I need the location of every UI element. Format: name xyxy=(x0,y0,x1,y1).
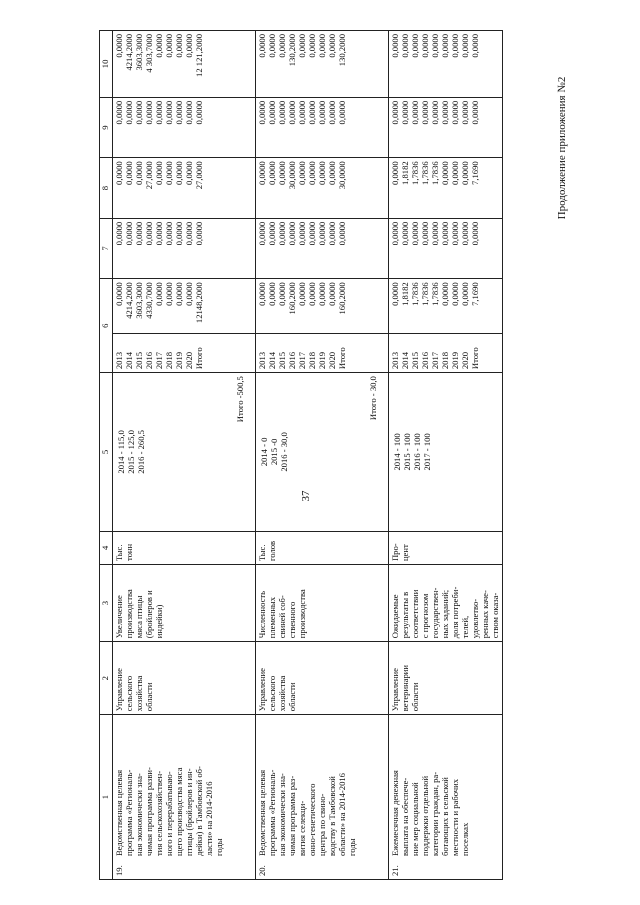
program-name-line: поселках xyxy=(460,822,471,856)
unit-cell-line: цент xyxy=(400,544,411,562)
funding-total-cell-line: 0,0000 xyxy=(154,282,165,306)
funding-local-cell xyxy=(113,97,256,157)
funding-regional-cell-line: 0,0000 xyxy=(317,161,328,185)
funding-local-cell-line: 0,0000 xyxy=(134,100,145,125)
funding-federal-cell-line: 0,0000 xyxy=(184,221,195,246)
funding-federal-cell xyxy=(256,218,389,278)
funding-regional-cell-line: 27,0000 xyxy=(194,161,205,190)
executor-cell-line: сельского xyxy=(124,675,135,712)
year-cell-line: 2018 xyxy=(164,351,175,370)
indicator-cell xyxy=(256,565,389,642)
funding-regional-cell-line: 0,0000 xyxy=(460,161,471,185)
funding-extrabudget-cell xyxy=(256,31,389,98)
funding-local-cell-line: 0,0000 xyxy=(164,100,175,125)
funding-local-cell-line: 0,0000 xyxy=(114,100,124,125)
program-name-line: чимая программа раз- xyxy=(287,775,298,856)
program-name xyxy=(114,766,225,856)
program-name-line: щего производства мяса xyxy=(174,767,185,856)
funding-total-cell-line: 0,0000 xyxy=(450,282,461,306)
funding-regional-cell-line: 0,0000 xyxy=(154,161,165,185)
funding-federal-cell-line: 0,0000 xyxy=(430,221,441,246)
funding-extrabudget-cell-line: 0,0000 xyxy=(164,34,175,58)
header-cell: 10 xyxy=(100,31,113,98)
header-cell: 7 xyxy=(100,218,113,278)
unit-cell-line: Тыс. xyxy=(257,544,267,562)
year-cell xyxy=(113,333,256,373)
funding-federal-cell-line: 0,0000 xyxy=(144,221,155,246)
funding-federal-cell-line: 0,0000 xyxy=(114,221,124,246)
plan-value: 2015 - 100 xyxy=(402,433,413,471)
funding-extrabudget-cell-line: 0,0000 xyxy=(154,34,165,58)
funding-extrabudget-cell-line: 0,0000 xyxy=(460,34,471,58)
program-name-line: годы xyxy=(347,838,358,856)
funding-local-cell-line: 0,0000 xyxy=(410,100,421,125)
funding-federal-cell-line: 0,0000 xyxy=(174,221,185,246)
indicator-cell-line: государствен- xyxy=(430,587,441,639)
funding-extrabudget-cell-line: 0,0000 xyxy=(267,34,278,58)
indicator-cell-line: Численность xyxy=(257,590,267,639)
year-cell xyxy=(256,333,389,373)
funding-federal-cell-line: 0,0000 xyxy=(440,221,451,246)
plan-values-cell xyxy=(256,373,389,532)
funding-total-cell-line: 7,1690 xyxy=(470,282,481,306)
program-name-line: ботающих в сельской xyxy=(440,777,451,856)
executor-cell-line: сельского xyxy=(267,675,278,712)
funding-regional-cell-line: 30,0000 xyxy=(287,161,298,190)
indicator-cell-line: соответствии xyxy=(410,589,421,639)
funding-extrabudget-cell-line: 0,0000 xyxy=(114,34,124,58)
funding-local-cell-line: 0,0000 xyxy=(297,100,308,125)
funding-total-cell-line: 1,7836 xyxy=(410,282,421,306)
program-name xyxy=(390,770,470,856)
plan-value: 2016 - 30,0 xyxy=(279,432,290,472)
funding-federal-cell-line: 0,0000 xyxy=(327,221,338,246)
funding-extrabudget-cell-line: 130,2000 xyxy=(287,34,298,67)
table-row xyxy=(389,31,503,880)
program-name-line: Ведомственная целевая xyxy=(257,769,267,856)
funding-total-cell-line: 0,0000 xyxy=(277,282,288,306)
program-name-line: ласти» на 2014-2016 xyxy=(204,781,215,856)
funding-extrabudget-cell xyxy=(389,31,503,98)
funding-regional-cell-line: 0,0000 xyxy=(184,161,195,185)
program-name-line: ная экономически зна- xyxy=(134,773,145,856)
funding-federal-cell-line: 0,0000 xyxy=(410,221,421,246)
funding-federal-cell xyxy=(389,218,503,278)
funding-total-cell-line: 0,0000 xyxy=(114,282,124,306)
funding-total-cell-line: 0,0000 xyxy=(184,282,195,306)
funding-federal-cell-line: 0,0000 xyxy=(420,221,431,246)
unit-cell xyxy=(256,531,389,564)
indicator-cell-line: свиней соб- xyxy=(277,595,288,639)
funding-total-cell xyxy=(256,279,389,333)
program-name xyxy=(257,770,357,856)
year-cell-line: 2019 xyxy=(317,351,328,370)
funding-federal-cell-line: 0,0000 xyxy=(390,221,400,246)
indicator-cell-line: производства xyxy=(297,589,308,639)
funding-total-cell xyxy=(389,279,503,333)
year-cell-line: Итого xyxy=(470,347,481,370)
indicator-cell-line: Увеличение xyxy=(114,595,124,639)
unit-cell-line: тонн xyxy=(124,543,135,562)
plan-value: 2017 - 100 xyxy=(422,433,433,471)
funding-extrabudget-cell-line: 12 121,2000 xyxy=(194,34,205,77)
funding-federal-cell-line: 0,0000 xyxy=(124,221,135,246)
indicator-cell-line: с прогнозом xyxy=(420,593,431,639)
funding-regional-cell-line: 0,0000 xyxy=(277,161,288,185)
program-name-line: центра по свино- xyxy=(317,793,328,856)
funding-local-cell-line: 0,0000 xyxy=(277,100,288,125)
funding-total-cell-line: 0,0000 xyxy=(257,282,267,306)
year-cell-line: 2016 xyxy=(420,351,431,370)
funding-local-cell-line: 0,0000 xyxy=(154,100,165,125)
funding-extrabudget-cell-line: 0,0000 xyxy=(184,34,195,58)
funding-total-cell-line: 0,0000 xyxy=(440,282,451,306)
funding-extrabudget-cell-line: 0,0000 xyxy=(410,34,421,58)
year-cell-line: 2020 xyxy=(460,351,471,370)
funding-extrabudget-cell-line: 0,0000 xyxy=(327,34,338,58)
funding-extrabudget-cell-line: 0,0000 xyxy=(390,34,400,58)
indicator-cell-line: результаты в xyxy=(400,591,411,639)
funding-total-cell-line: 0,0000 xyxy=(317,282,328,306)
program-table xyxy=(99,30,503,880)
indicator-cell xyxy=(113,565,256,642)
unit-cell-line: Тыс. xyxy=(114,544,124,562)
plan-value: 2016 - 260,5 xyxy=(136,430,147,474)
executor-cell-line: области xyxy=(410,682,421,712)
program-name-line: ного и перерабатываю- xyxy=(164,771,175,856)
program-name-line: Ежемесячная денежная xyxy=(390,770,400,856)
year-cell-line: 2015 xyxy=(134,351,145,370)
row-number: 21. xyxy=(390,865,400,876)
funding-local-cell xyxy=(256,97,389,157)
funding-extrabudget-cell-line: 0,0000 xyxy=(400,34,411,58)
plan-value: 2014 - 0 xyxy=(259,437,269,467)
funding-federal-cell-line: 0,0000 xyxy=(154,221,165,246)
funding-extrabudget-cell-line: 0,0000 xyxy=(470,34,481,58)
indicator-cell-line: ственного xyxy=(287,601,298,639)
year-cell xyxy=(389,333,503,373)
funding-total-cell-line: 0,0000 xyxy=(460,282,471,306)
executor-cell-line: Управление xyxy=(257,668,267,712)
funding-total-cell-line: 4330,7000 xyxy=(144,282,155,319)
plan-value: 2014 - 100 xyxy=(392,433,402,471)
funding-extrabudget-cell-line: 4 303,7000 xyxy=(144,34,155,73)
header-cell: 3 xyxy=(100,565,113,642)
indicator-cell-line: ных заданий; xyxy=(440,589,451,639)
program-name-line: чимая программа разви- xyxy=(144,767,155,856)
year-cell-line: Итого xyxy=(194,347,205,370)
funding-local-cell xyxy=(389,97,503,157)
executor-cell-line: хозяйства xyxy=(134,675,145,712)
header-cell: 6 xyxy=(100,279,113,373)
executor-cell-line: Управление xyxy=(114,668,124,712)
table-row xyxy=(256,31,389,880)
plan-total: Итого - 30,0 xyxy=(367,376,378,421)
rotated-page xyxy=(99,30,528,880)
plan-value: 2015 - 125,0 xyxy=(126,430,137,474)
year-cell-line: 2015 xyxy=(410,351,421,370)
funding-local-cell-line: 0,0000 xyxy=(450,100,461,125)
executor-cell-line: области xyxy=(287,682,298,712)
year-cell-line: 2018 xyxy=(440,351,451,370)
page-number: 37 xyxy=(300,490,312,502)
funding-extrabudget-cell-line: 0,0000 xyxy=(430,34,441,58)
year-cell-line: 2014 xyxy=(124,351,135,370)
funding-local-cell-line: 0,0000 xyxy=(174,100,185,125)
appendix-caption: Продолжение приложения №2 xyxy=(556,76,568,220)
funding-extrabudget-cell-line: 0,0000 xyxy=(420,34,431,58)
header-cell: 1 xyxy=(100,715,113,880)
program-name-line: Ведомственная целевая xyxy=(114,769,124,856)
funding-regional-cell-line: 0,0000 xyxy=(440,161,451,185)
funding-total-cell-line: 12148,2000 xyxy=(194,282,205,324)
header-cell: 9 xyxy=(100,97,113,157)
funding-regional-cell-line: 0,0000 xyxy=(450,161,461,185)
funding-federal-cell-line: 0,0000 xyxy=(337,221,348,246)
funding-local-cell-line: 0,0000 xyxy=(184,100,195,125)
funding-local-cell-line: 0,0000 xyxy=(337,100,348,125)
program-name-cell xyxy=(113,715,256,880)
funding-regional-cell-line: 0,0000 xyxy=(297,161,308,185)
funding-local-cell-line: 0,0000 xyxy=(390,100,400,125)
funding-local-cell-line: 0,0000 xyxy=(327,100,338,125)
funding-local-cell-line: 0,0000 xyxy=(400,100,411,125)
executor-cell xyxy=(113,642,256,715)
program-name-line: водству в Тамбовской xyxy=(327,776,338,856)
funding-federal-cell-line: 0,0000 xyxy=(164,221,175,246)
funding-extrabudget-cell-line: 130,2000 xyxy=(337,34,348,67)
funding-federal-cell-line: 0,0000 xyxy=(194,221,205,246)
funding-extrabudget-cell-line: 4214,2000 xyxy=(124,34,135,71)
funding-federal-cell-line: 0,0000 xyxy=(400,221,411,246)
funding-total-cell-line: 0,0000 xyxy=(174,282,185,306)
program-name-line: программа «Региональ- xyxy=(124,769,135,856)
funding-federal-cell-line: 0,0000 xyxy=(307,221,318,246)
funding-regional-cell-line: 0,0000 xyxy=(164,161,175,185)
program-name-line: области» на 2014-2016 xyxy=(337,773,348,856)
funding-federal-cell-line: 0,0000 xyxy=(134,221,145,246)
indicator-cell-line: мяса птицы xyxy=(134,595,145,639)
funding-total-cell xyxy=(113,279,256,333)
funding-local-cell-line: 0,0000 xyxy=(430,100,441,125)
program-name-line: дейки) в Тамбовской об- xyxy=(194,766,205,856)
executor-cell-line: ветеринарии xyxy=(400,665,411,712)
year-cell-line: 2014 xyxy=(400,351,411,370)
funding-total-cell-line: 160,2000 xyxy=(337,282,348,315)
program-name-line: программа «Региональ- xyxy=(267,769,278,856)
year-cell-line: Итого xyxy=(337,347,348,370)
indicator-cell-line: удовлетво- xyxy=(470,598,481,639)
funding-regional-cell-line: 27,0000 xyxy=(144,161,155,190)
funding-total-cell-line: 1,8182 xyxy=(400,282,411,306)
funding-extrabudget-cell-line: 0,0000 xyxy=(174,34,185,58)
plan-value: 2015 -0 xyxy=(269,438,280,466)
funding-regional-cell-line: 0,0000 xyxy=(114,161,124,185)
funding-regional-cell-line: 0,0000 xyxy=(390,161,400,185)
funding-federal-cell-line: 0,0000 xyxy=(267,221,278,246)
funding-local-cell-line: 0,0000 xyxy=(470,100,481,125)
funding-total-cell-line: 1,7836 xyxy=(420,282,431,306)
plan-values-cell xyxy=(389,373,503,532)
plan-value: 2014 - 115,0 xyxy=(116,430,126,474)
unit-cell xyxy=(389,531,503,564)
indicator-cell-line: (бройлеров и xyxy=(144,590,155,639)
indicator-cell-line: индейки) xyxy=(154,604,165,639)
program-name-line: онно-генетического xyxy=(307,783,318,856)
funding-total-cell-line: 0,0000 xyxy=(307,282,318,306)
funding-local-cell-line: 0,0000 xyxy=(460,100,471,125)
header-row xyxy=(100,31,113,880)
program-name-line: выплата на обеспече- xyxy=(400,777,411,856)
funding-total-cell-line: 4214,2000 xyxy=(124,282,135,319)
executor-cell-line: хозяйства xyxy=(277,675,288,712)
funding-total-cell-line: 0,0000 xyxy=(390,282,400,306)
year-cell-line: 2013 xyxy=(390,351,400,370)
funding-total-cell-line: 0,0000 xyxy=(164,282,175,306)
funding-regional-cell-line: 30,0000 xyxy=(337,161,348,190)
table-row xyxy=(113,31,256,880)
year-cell-line: 2017 xyxy=(430,351,441,370)
funding-federal-cell-line: 0,0000 xyxy=(470,221,481,246)
funding-local-cell-line: 0,0000 xyxy=(144,100,155,125)
funding-local-cell-line: 0,0000 xyxy=(420,100,431,125)
plan-values-cell xyxy=(113,373,256,532)
funding-extrabudget-cell-line: 0,0000 xyxy=(307,34,318,58)
funding-regional-cell-line: 0,0000 xyxy=(307,161,318,185)
funding-regional-cell xyxy=(256,158,389,218)
funding-regional-cell-line: 0,0000 xyxy=(267,161,278,185)
funding-regional-cell-line: 0,0000 xyxy=(134,161,145,185)
funding-local-cell-line: 0,0000 xyxy=(317,100,328,125)
program-name-line: птицы (бройлеров и ин- xyxy=(184,768,195,856)
funding-extrabudget-cell-line: 0,0000 xyxy=(277,34,288,58)
program-name-line: ная экономически зна- xyxy=(277,773,288,856)
plan-value: 2016 - 100 xyxy=(412,433,423,471)
funding-extrabudget-cell-line: 0,0000 xyxy=(257,34,267,58)
executor-cell xyxy=(389,642,503,715)
funding-total-cell-line: 160,2000 xyxy=(287,282,298,315)
year-cell-line: 2019 xyxy=(450,351,461,370)
funding-regional-cell-line: 0,0000 xyxy=(257,161,267,185)
funding-regional-cell-line: 1,7836 xyxy=(420,161,431,185)
funding-total-cell-line: 1,7836 xyxy=(430,282,441,306)
indicator-cell xyxy=(389,565,503,642)
indicator-cell-line: племенных xyxy=(267,596,278,639)
funding-federal-cell-line: 0,0000 xyxy=(450,221,461,246)
funding-federal-cell xyxy=(113,218,256,278)
year-cell-line: 2019 xyxy=(174,351,185,370)
year-cell-line: 2020 xyxy=(327,351,338,370)
executor-cell-line: области xyxy=(144,682,155,712)
funding-total-cell-line: 0,0000 xyxy=(297,282,308,306)
program-name-line: годы xyxy=(214,838,225,856)
header-cell: 4 xyxy=(100,531,113,564)
funding-regional-cell xyxy=(389,158,503,218)
indicator-cell-line: Ожидаемые xyxy=(390,594,400,639)
plan-total: Итого -500,5 xyxy=(234,376,245,423)
program-name-line: категории граждан, ра- xyxy=(430,771,441,856)
funding-local-cell-line: 0,0000 xyxy=(267,100,278,125)
funding-regional-cell-line: 7,1690 xyxy=(470,161,481,185)
indicator-cell-line: доля потреби- xyxy=(450,586,461,639)
funding-total-cell-line: 0,0000 xyxy=(267,282,278,306)
funding-local-cell-line: 0,0000 xyxy=(194,100,205,125)
unit-cell-line: Про- xyxy=(390,543,400,562)
year-cell-line: 2016 xyxy=(144,351,155,370)
funding-extrabudget-cell-line: 0,0000 xyxy=(317,34,328,58)
indicator-cell-line: ством оказа- xyxy=(490,592,501,639)
funding-regional-cell-line: 1,8182 xyxy=(400,161,411,185)
funding-regional-cell-line: 0,0000 xyxy=(124,161,135,185)
row-number: 19. xyxy=(114,865,124,876)
year-cell-line: 2018 xyxy=(307,351,318,370)
funding-federal-cell-line: 0,0000 xyxy=(317,221,328,246)
funding-federal-cell-line: 0,0000 xyxy=(287,221,298,246)
funding-regional-cell-line: 0,0000 xyxy=(327,161,338,185)
funding-federal-cell-line: 0,0000 xyxy=(460,221,471,246)
funding-total-cell-line: 3603,3000 xyxy=(134,282,145,319)
unit-cell xyxy=(113,531,256,564)
funding-local-cell-line: 0,0000 xyxy=(257,100,267,125)
funding-regional-cell-line: 0,0000 xyxy=(174,161,185,185)
year-cell-line: 2020 xyxy=(184,351,195,370)
program-name-line: тия сельскохозяйствен- xyxy=(154,770,165,856)
header-cell: 2 xyxy=(100,642,113,715)
header-cell: 5 xyxy=(100,373,113,532)
indicator-cell-line: ренных каче- xyxy=(480,590,491,639)
indicator-cell-line: производства xyxy=(124,589,135,639)
funding-regional-cell-line: 1,7836 xyxy=(430,161,441,185)
funding-local-cell-line: 0,0000 xyxy=(287,100,298,125)
program-name-line: ние мер социальной xyxy=(410,782,421,856)
year-cell-line: 2016 xyxy=(287,351,298,370)
funding-extrabudget-cell-line: 3603,3000 xyxy=(134,34,145,71)
funding-extrabudget-cell xyxy=(113,31,256,98)
funding-federal-cell-line: 0,0000 xyxy=(277,221,288,246)
program-name-cell xyxy=(389,715,503,880)
executor-cell-line: Управление xyxy=(390,668,400,712)
funding-extrabudget-cell-line: 0,0000 xyxy=(297,34,308,58)
funding-local-cell-line: 0,0000 xyxy=(124,100,135,125)
funding-local-cell-line: 0,0000 xyxy=(440,100,451,125)
program-name-cell xyxy=(256,715,389,880)
funding-total-cell-line: 0,0000 xyxy=(327,282,338,306)
funding-regional-cell xyxy=(113,158,256,218)
year-cell-line: 2017 xyxy=(154,351,165,370)
funding-regional-cell-line: 1,7836 xyxy=(410,161,421,185)
program-name-line: поддержки отдельной xyxy=(420,775,431,856)
year-cell-line: 2013 xyxy=(114,351,124,370)
executor-cell xyxy=(256,642,389,715)
program-name-line: местности и рабочих xyxy=(450,779,461,856)
unit-cell-line: голов xyxy=(267,540,278,562)
row-number: 20. xyxy=(257,865,267,876)
header-cell: 8 xyxy=(100,158,113,218)
indicator-cell-line: телей, xyxy=(460,615,471,639)
funding-federal-cell-line: 0,0000 xyxy=(297,221,308,246)
funding-extrabudget-cell-line: 0,0000 xyxy=(450,34,461,58)
year-cell-line: 2014 xyxy=(267,351,278,370)
year-cell-line: 2017 xyxy=(297,351,308,370)
funding-extrabudget-cell-line: 0,0000 xyxy=(440,34,451,58)
funding-local-cell-line: 0,0000 xyxy=(307,100,318,125)
year-cell-line: 2015 xyxy=(277,351,288,370)
year-cell-line: 2013 xyxy=(257,351,267,370)
program-name-line: вития селекци- xyxy=(297,800,308,856)
funding-federal-cell-line: 0,0000 xyxy=(257,221,267,246)
